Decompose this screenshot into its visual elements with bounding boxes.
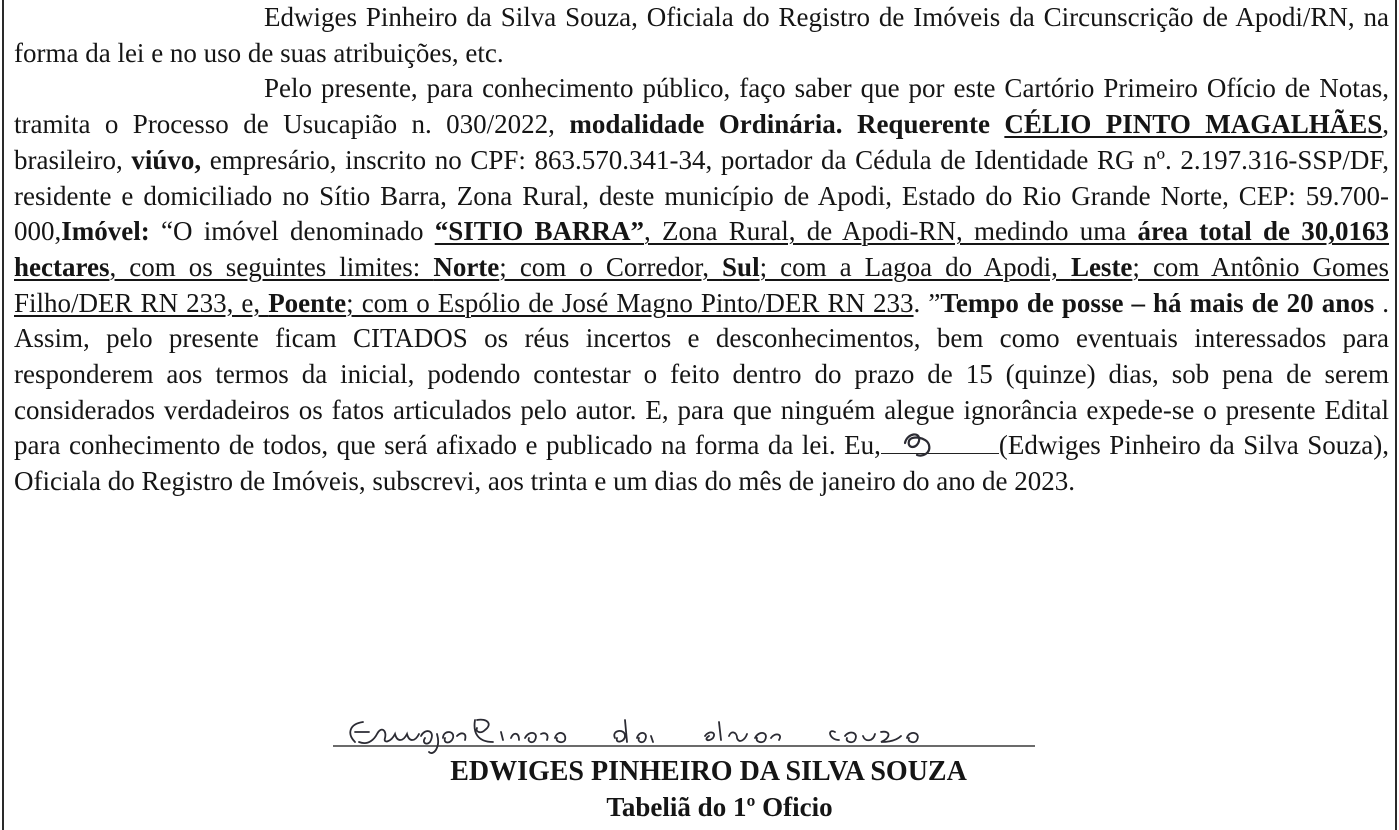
right-border-rule [1395,0,1397,830]
sul-text: ; com a Lagoa do Apodi, [759,251,1071,282]
norte-text: ; com o Corredor, [499,251,723,282]
norte-label: Norte [433,251,500,282]
notice-paragraph [14,71,1389,499]
signature-block [0,708,1399,828]
handwritten-signature [325,708,1045,758]
area-text: área total de 30,0163 hectares [14,216,1390,282]
handwritten-initial [899,425,939,459]
leste-text: ; com Antônio Gomes Filho/DER RN 233, e, [14,251,1389,318]
after-limits-text: . ” [913,287,941,318]
imovel-intro: “O imóvel denominado [149,216,435,247]
imovel-location-text: , Zona Rural, de Apodi-RN, medindo uma [644,216,1138,247]
requerente-label: Requerente [856,109,990,140]
edital-body [14,0,1389,500]
requerente-name: CÉLIO PINTO MAGALHÃES [1004,109,1383,140]
sul-label: Sul [722,251,760,282]
poente-label: Poente [268,287,347,318]
opening-paragraph: Edwiges Pinheiro da Silva Souza, Oficiala do Registro de Imóveis da Circunscrição de Apodi/RN, na forma da lei e no uso de suas atribuições, etc. [14,2,1389,68]
tempo-posse-text: Tempo de posse – há mais de 20 anos [940,287,1375,318]
qualificacao-text: empresário, inscrito no CPF: 863.570.341-34, portador da Cédula de Identidade RG nº. 2.197.316-SSP/DF, residente e domiciliado no Sítio Barra, Zona Rural, deste município de Apodi, Estado do Rio Grande Norte, CEP: 59.700-000, [14,144,1389,247]
citacao-text: . Assim, pelo presente ficam CITADOS os réus incertos e desconhecimentos, bem como eventuais interessados para responderem aos termos da inicial, podendo contestar o feito dentro do prazo de 15 (quinze) dias, sob pena de serem considerados verdadeiros os fatos articulados pelo autor. E, para que ninguém alegue ignorância expede-se o presente Edital para conhecimento de todos, que será afixado e publicado na forma da lei. Eu, [14,287,1390,461]
notice-intro: Pelo presente, para conhecimento público, faço saber que por este Cartório Primeiro Ofício de Notas, tramita o Processo de Usucapião n. 030/2022, [14,73,1389,140]
limits-intro-text: , com os seguintes limites: [109,251,434,282]
modalidade-text: modalidade Ordinária. [569,109,843,140]
after-name-text: , brasileiro, [14,109,1390,175]
imovel-name: “SITIO BARRA” [434,216,645,247]
initial-signature-blank [881,431,999,454]
signatory-name: EDWIGES PINHEIRO DA SILVA SOUZA [450,756,967,787]
poente-text: ; com o Espólio de José Magno Pinto/DER RN 233 [346,287,914,318]
closing-text: (Edwiges Pinheiro da Silva Souza), Oficiala do Registro de Imóveis, subscrevi, aos trinta e um dias do mês de janeiro do ano de 2023. [14,430,1389,497]
left-border-rule [2,0,4,830]
signatory-title: Tabeliã do 1º Oficio [606,792,833,822]
leste-label: Leste [1070,251,1133,282]
viuvo-text: viúvo, [131,144,202,175]
imovel-label: Imóvel: [61,216,150,247]
